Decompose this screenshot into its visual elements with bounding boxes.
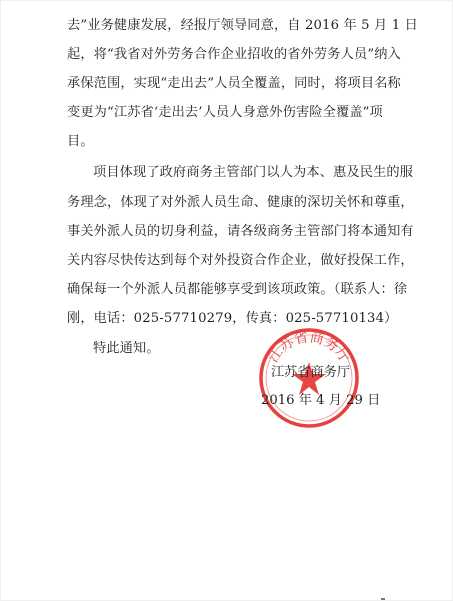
scan-mark — [381, 598, 385, 600]
body-line-5: 目。 — [67, 134, 94, 149]
body-line-2: 起，将“我省对外劳务合作企业招收的省外劳务人员”纳入 — [67, 47, 401, 62]
seal-text: 江苏省商务厅 — [265, 329, 353, 366]
body-line-3: 承保范围，实现“走出去”人员全覆盖，同时，将项目名称 — [67, 76, 401, 91]
body-line-9: 关内容尽快传达到每个对外投资合作企业，做好投保工作， — [67, 253, 414, 268]
body-line-7: 务理念，体现了对外派人员生命、健康的深切关怀和尊重， — [67, 195, 414, 210]
closing-line: 特此通知。 — [93, 341, 160, 356]
body-line-1: 去”业务健康发展，经报厅领导同意，自 2016 年 5 月 1 日 — [67, 18, 418, 33]
sign-office: 江苏省商务厅 — [271, 365, 351, 380]
body-line-11: 刚，电话：025-57710279，传真：025-57710134） — [67, 311, 398, 326]
body-line-10: 确保每一个外派人员都能够享受到该项政策。（联系人：徐 — [67, 282, 408, 297]
body-line-4: 变更为“江苏省‘走出去’人员人身意外伤害险全覆盖”项 — [67, 105, 383, 120]
body-line-8: 事关外派人员的切身利益，请各级商务主管部门将本通知有 — [67, 224, 414, 239]
sign-date: 2016 年 4 月 29 日 — [261, 393, 381, 408]
body-line-6: 项目体现了政府商务主管部门以人为本、惠及民生的服 — [93, 165, 414, 180]
